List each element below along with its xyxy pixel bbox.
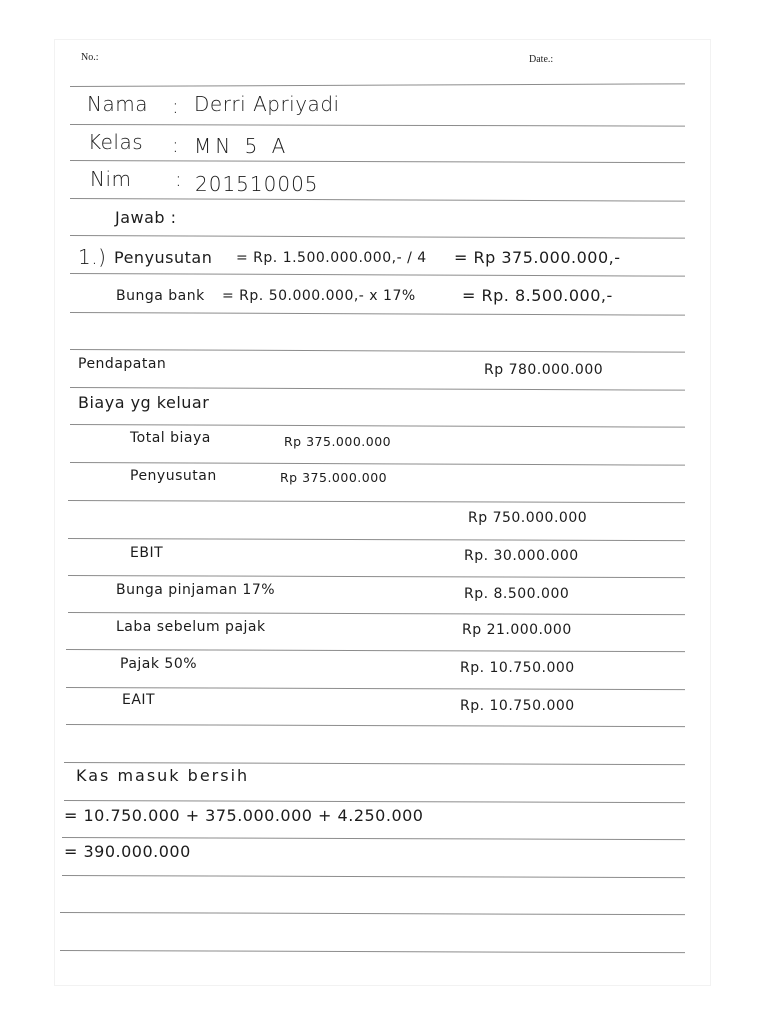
eait-label: EAIT: [122, 692, 156, 708]
jawab-label: Jawab :: [115, 208, 177, 227]
date-label: Date.:: [529, 54, 554, 65]
nim-label: Nim: [90, 167, 132, 191]
pajak-value: Rp. 10.750.000: [460, 660, 575, 676]
kelas-separator: :: [172, 133, 180, 157]
cash-flow-equation: = 10.750.000 + 375.000.000 + 4.250.000: [64, 806, 424, 825]
nama-separator: :: [172, 94, 180, 118]
eait-value: Rp. 10.750.000: [460, 698, 575, 714]
kas-masuk-bersih-title: Kas masuk bersih: [76, 766, 250, 785]
nim-value: 201510005: [195, 172, 319, 196]
penyusutan-calc-formula: = Rp. 1.500.000.000,- / 4: [236, 250, 427, 266]
total-biaya-label: Total biaya: [130, 430, 211, 446]
bunga-calc-formula: = Rp. 50.000.000,- x 17%: [222, 288, 416, 304]
penyusutan-row-value: Rp 375.000.000: [280, 470, 388, 485]
penyusutan-calc-label: Penyusutan: [114, 248, 213, 267]
nim-separator: :: [175, 167, 183, 191]
pajak-label: Pajak 50%: [120, 656, 198, 672]
bunga-pinjaman-value: Rp. 8.500.000: [464, 586, 570, 602]
kelas-value: MN 5 A: [194, 134, 290, 158]
biaya-keluar-label: Biaya yg keluar: [78, 393, 210, 412]
pendapatan-label: Pendapatan: [78, 356, 167, 372]
total-cost-subtotal: Rp 750.000.000: [468, 510, 588, 526]
laba-sebelum-pajak-value: Rp 21.000.000: [462, 622, 572, 638]
kelas-label: Kelas: [88, 130, 144, 154]
question-number: 1.): [78, 245, 107, 269]
nama-value: Derri Apriyadi: [194, 92, 340, 116]
ebit-label: EBIT: [130, 545, 164, 561]
no-label: No.:: [81, 52, 99, 63]
laba-sebelum-pajak-label: Laba sebelum pajak: [116, 619, 266, 635]
pendapatan-value: Rp 780.000.000: [484, 362, 604, 378]
bunga-pinjaman-label: Bunga pinjaman 17%: [116, 582, 276, 598]
bunga-calc-label: Bunga bank: [116, 288, 205, 304]
penyusutan-calc-result: = Rp 375.000.000,-: [454, 248, 621, 267]
total-biaya-value: Rp 375.000.000: [284, 434, 392, 449]
ebit-value: Rp. 30.000.000: [464, 548, 579, 564]
nama-label: Nama: [87, 92, 148, 116]
penyusutan-row-label: Penyusutan: [130, 468, 217, 484]
bunga-calc-result: = Rp. 8.500.000,-: [462, 286, 613, 305]
cash-flow-total: = 390.000.000: [64, 842, 191, 861]
